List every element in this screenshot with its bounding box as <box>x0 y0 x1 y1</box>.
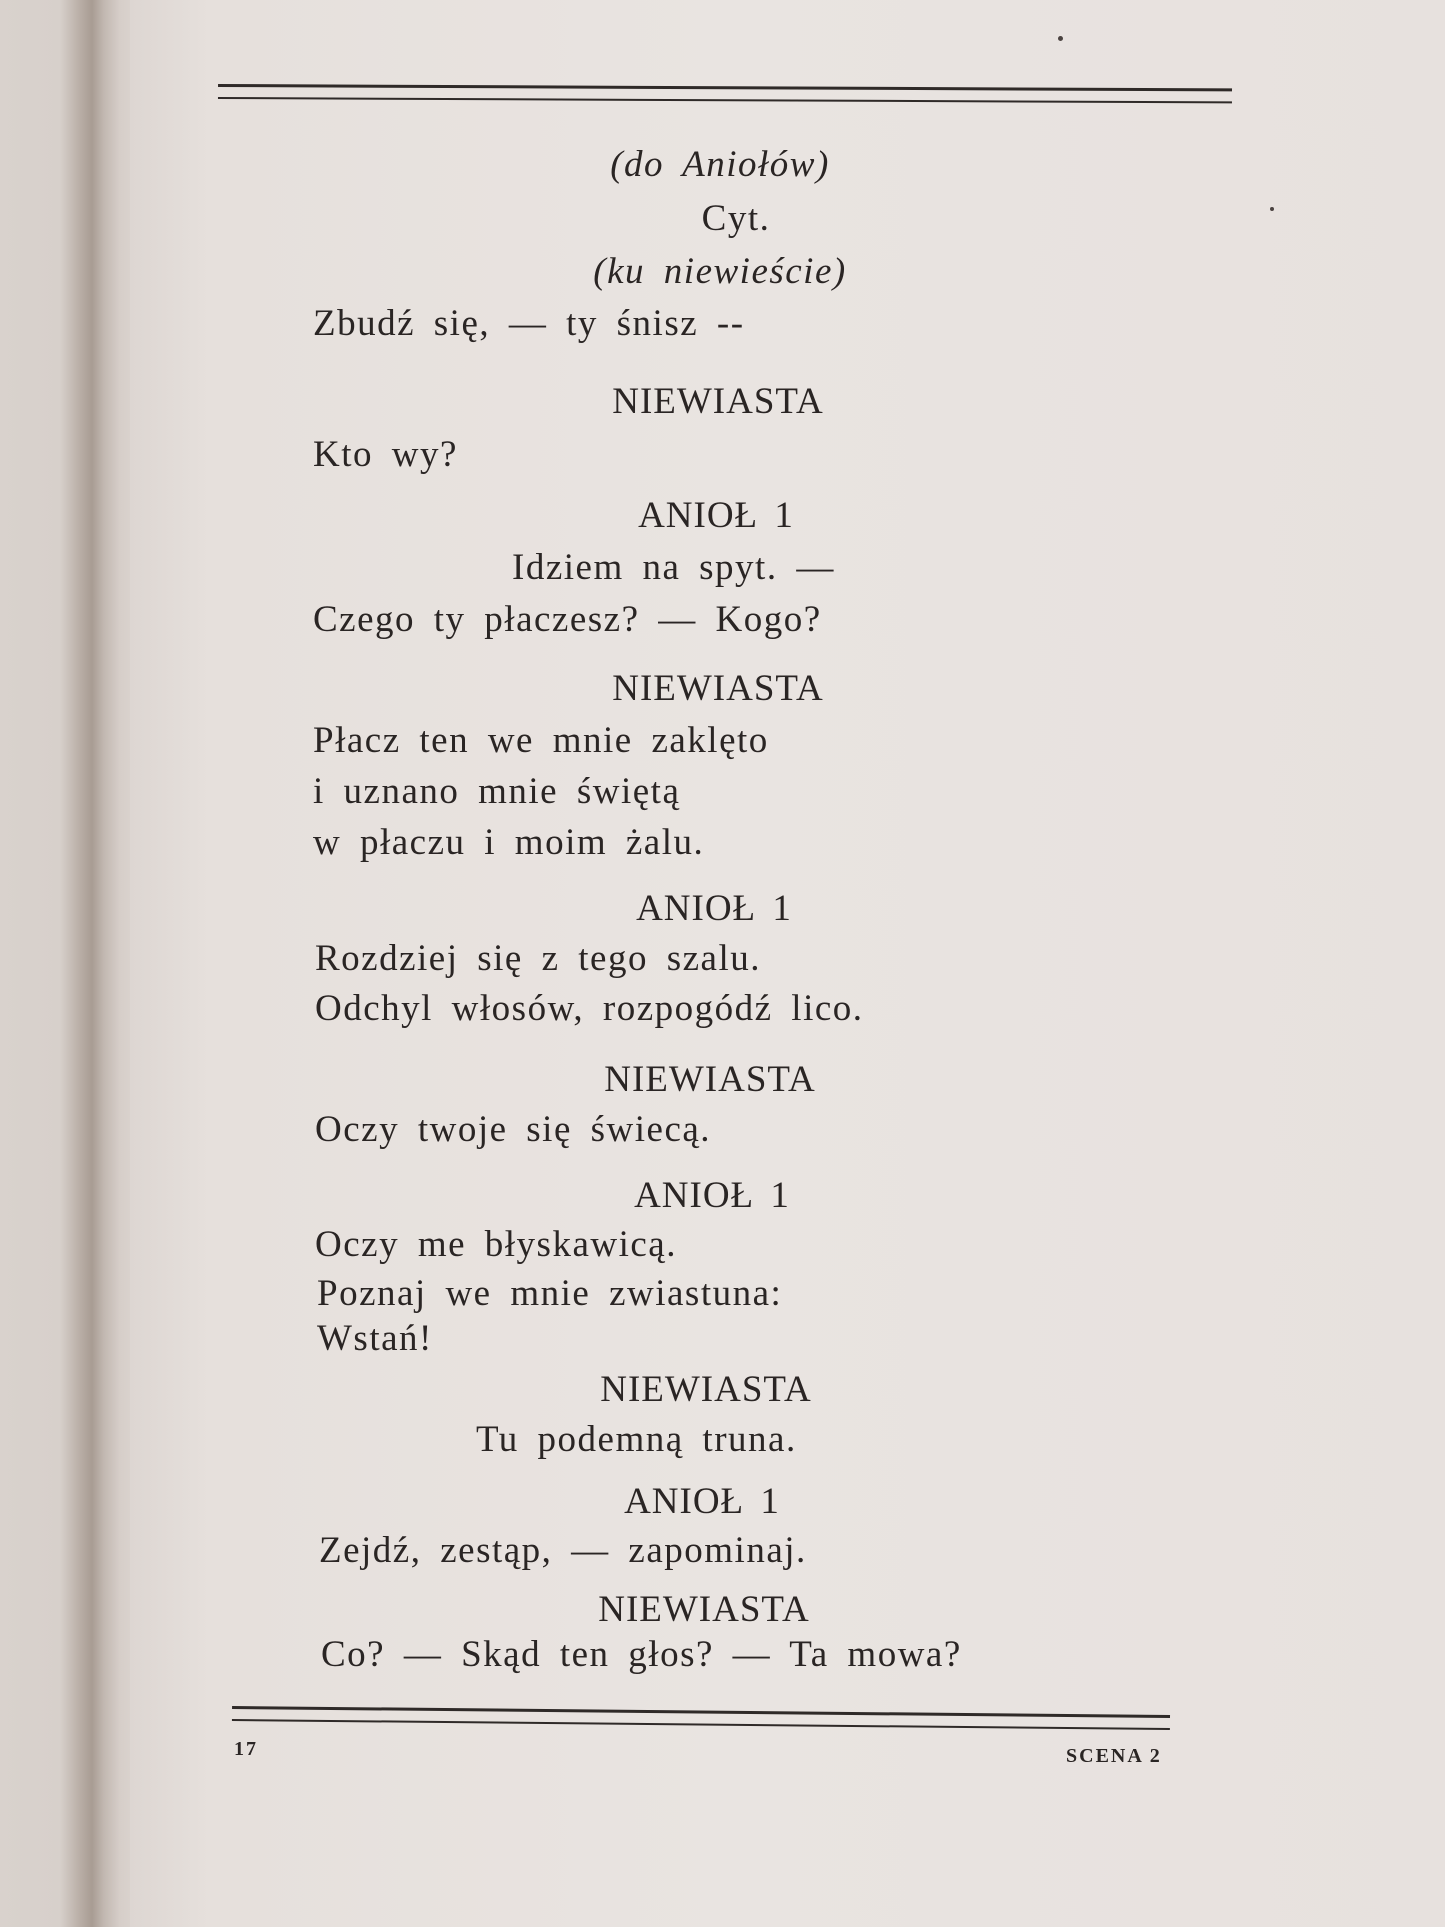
verse-line: Odchyl włosów, rozpogódź lico. <box>315 988 864 1029</box>
verse-line: Poznaj we mnie zwiastuna: <box>317 1273 783 1314</box>
verse-line: Czego ty płaczesz? — Kogo? <box>313 599 822 640</box>
paper-speck <box>1058 36 1063 41</box>
speaker-name: ANIOŁ 1 <box>638 495 794 536</box>
verse-line: Tu podemną truna. <box>476 1419 797 1460</box>
speaker-name: ANIOŁ 1 <box>636 888 792 929</box>
stage-direction: (do Aniołów) <box>610 144 830 185</box>
verse-line: Wstań! <box>317 1318 433 1359</box>
verse-line: Co? — Skąd ten głos? — Ta mowa? <box>321 1634 962 1675</box>
verse-line: Oczy me błyskawicą. <box>315 1224 677 1265</box>
speaker-name: ANIOŁ 1 <box>634 1175 790 1216</box>
speaker-name: NIEWIASTA <box>598 1589 810 1630</box>
speaker-name: NIEWIASTA <box>600 1369 812 1410</box>
running-footer-scene: SCENA 2 <box>1066 1745 1162 1767</box>
verse-line: i uznano mnie świętą <box>313 771 681 812</box>
book-binding-shadow <box>0 0 150 1927</box>
verse-line: Zbudź się, — ty śnisz -- <box>313 303 745 344</box>
speaker-name: ANIOŁ 1 <box>624 1481 780 1522</box>
verse-line: Zejdź, zestąp, — zapominaj. <box>319 1530 807 1571</box>
verse-line: Oczy twoje się świecą. <box>315 1109 712 1150</box>
verse-line: Rozdziej się z tego szalu. <box>315 938 762 979</box>
verse-line: w płaczu i moim żalu. <box>313 822 705 863</box>
speaker-name: NIEWIASTA <box>612 381 824 422</box>
verse-line: Kto wy? <box>313 434 458 475</box>
speaker-name: NIEWIASTA <box>612 668 824 709</box>
paper-speck <box>1270 207 1274 211</box>
verse-line: Płacz ten we mnie zaklęto <box>313 720 769 761</box>
verse-line: Cyt. <box>701 198 771 239</box>
verse-line: Idziem na spyt. — <box>512 547 835 588</box>
page-number: 17 <box>234 1738 258 1760</box>
speaker-name: NIEWIASTA <box>604 1059 816 1100</box>
stage-direction: (ku niewieście) <box>593 251 847 292</box>
